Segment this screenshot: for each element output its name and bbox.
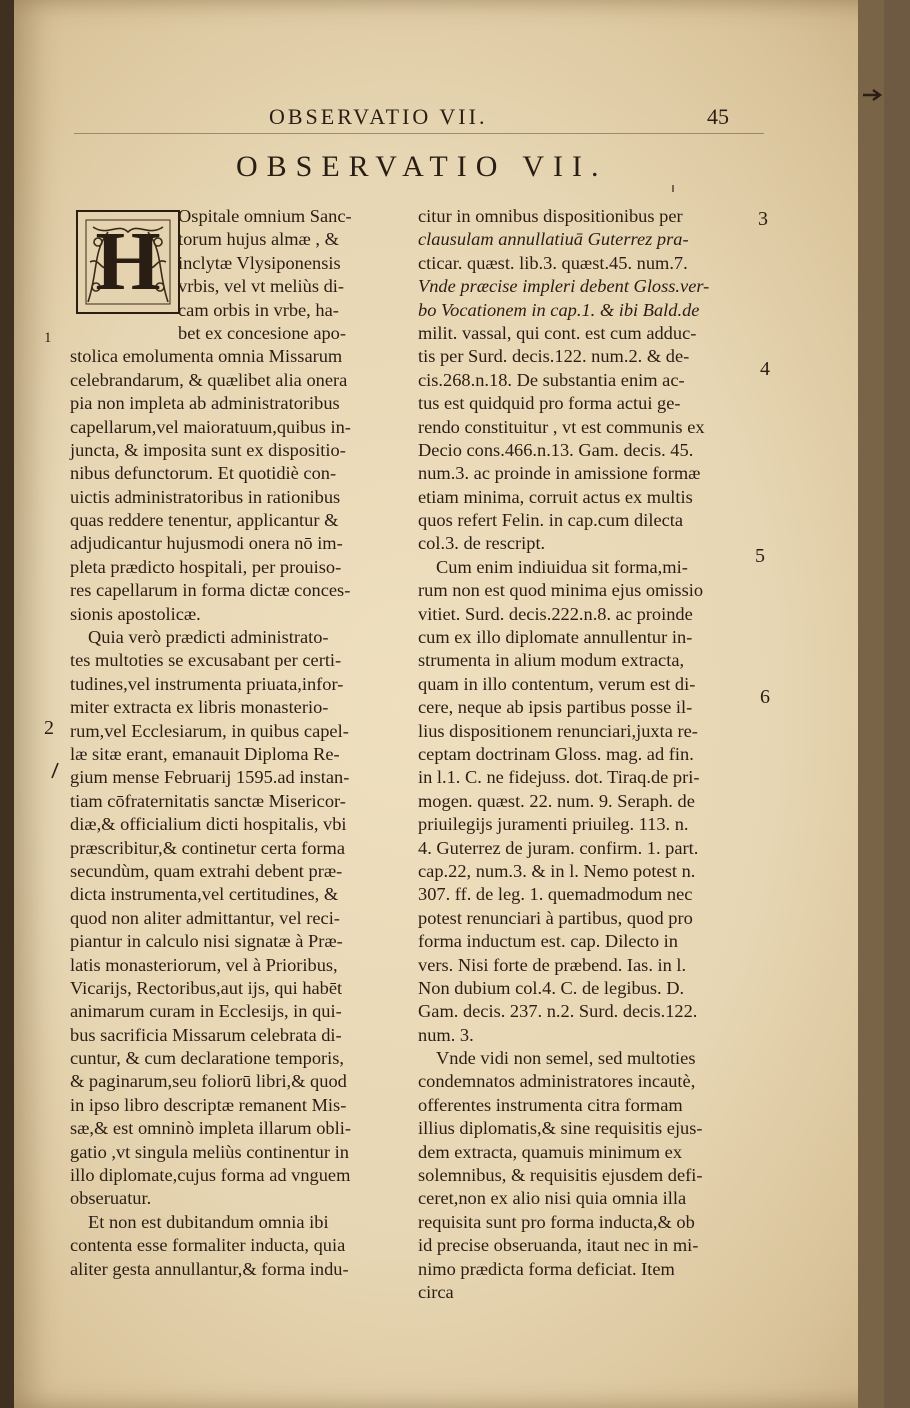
text-line: condemnatos administratores incautè, [418, 1071, 696, 1092]
text-line: cere, neque ab ipsis partibus posse il- [418, 697, 693, 718]
text-line: tis per Surd. decis.122. num.2. & de- [418, 346, 690, 367]
text-line: vrbis, vel vt meliùs di- [178, 276, 345, 297]
text-line: dicta instrumenta,vel certitudines, & [70, 884, 339, 905]
margin-note: 4 [760, 358, 770, 380]
text-line: res capellarum in forma dictæ conces- [70, 580, 351, 601]
ink-speck-icon [670, 184, 676, 194]
text-line: obseruatur. [70, 1188, 152, 1209]
text-line: Ospitale omnium Sanc- [178, 206, 352, 226]
text-line: Cum enim indiuidua sit forma,mi- [436, 556, 688, 577]
text-line: potest renunciari à partibus, quod pro [418, 907, 693, 928]
text-line: læ sitæ erant, emanauit Diploma Re- [70, 743, 340, 764]
text-line: Et non est dubitandum omnia ibi [88, 1211, 329, 1232]
text-line: etiam minima, corruit actus ex multis [418, 486, 693, 507]
text-line: aliter gesta annullantur,& forma indu- [70, 1258, 349, 1279]
text-line: pia non impleta ab administratoribus [70, 393, 340, 414]
text-line: & paginarum,seu foliorū libri,& quod [70, 1071, 347, 1092]
text-line: Vnde præcise impleri debent Gloss.ver- [418, 276, 710, 297]
text-line: contenta esse formaliter inducta, quia [70, 1235, 346, 1256]
text-line: quas reddere tenentur, applicantur & [70, 510, 339, 531]
text-line: bus sacrificia Missarum celebrata di- [70, 1024, 342, 1045]
text-line: vers. Nisi forte de præbend. Ias. in l. [418, 954, 687, 975]
text-line: Non dubium col.4. C. de legibus. D. [418, 977, 685, 998]
text-line: rum non est quod minima ejus omissio [418, 580, 704, 601]
text-line: Vicarijs, Rectoribus,aut ijs, qui habēt [70, 977, 343, 998]
text-line: præscribitur,& continetur certa forma [70, 837, 346, 858]
text-line: id precise obseruanda, itaut nec in mi- [418, 1235, 699, 1256]
margin-note: 5 [755, 545, 765, 567]
page-edge [858, 0, 884, 1408]
text-column-right [418, 205, 754, 1304]
text-line: rendo constituitur , vt est communis ex [418, 416, 705, 437]
text-line: torum hujus almæ , & [178, 229, 339, 250]
header-rule [74, 133, 764, 134]
text-line: cis.268.n.18. De substantia enim ac- [418, 369, 685, 390]
text-line: gium mense Februarij 1595.ad instan- [70, 767, 350, 788]
text-line: cum ex illo diplomate annullentur in- [418, 627, 693, 648]
text-line: quos refert Felin. in cap.cum dilecta [418, 510, 684, 531]
text-line: cam orbis in vrbe, ha- [178, 299, 339, 320]
text-line: quam in illo contentum, verum est di- [418, 673, 696, 694]
text-line: lius dispositionem renunciari,juxta re- [418, 720, 698, 741]
text-line: ceret,non ex alio nisi quia omnia illa [418, 1188, 687, 1209]
text-line: quod non aliter admittantur, vel reci- [70, 907, 340, 928]
text-line: col.3. de rescript. [418, 533, 546, 554]
text-line: offerentes instrumenta citra formam [418, 1094, 683, 1115]
text-line: animarum curam in Ecclesijs, in qui- [70, 1001, 342, 1022]
text-line: solemnibus, & requisitis ejusdem defi- [418, 1165, 703, 1186]
text-line: juncta, & imposita sunt ex dispositio- [70, 439, 346, 460]
text-line: inclytæ Vlysiponensis [178, 252, 341, 273]
text-line: Quia verò prædicti administrato- [88, 627, 329, 648]
text-line: cticar. quæst. lib.3. quæst.45. num.7. [418, 252, 688, 273]
text-line: tus est quidquid pro forma actui ge- [418, 393, 681, 414]
text-line: gatio ,vt singula meliùs continentur in [70, 1141, 349, 1162]
text-line: capellarum,vel maioratuum,quibus in- [70, 416, 351, 437]
text-line: cap.22, num.3. & in l. Nemo potest n. [418, 860, 696, 881]
text-line: illo diplomate,cujus forma ad vnguem [70, 1165, 351, 1186]
text-line: rum,vel Ecclesiarum, in quibus capel- [70, 720, 349, 741]
text-line: vitiet. Surd. decis.222.n.8. ac proinde [418, 603, 693, 624]
running-head: OBSERVATIO VII. [269, 104, 488, 129]
text-line: cuntur, & cum declaratione temporis, [70, 1048, 345, 1069]
margin-note: 3 [758, 208, 768, 230]
chapter-title: OBSERVATIO VII. [236, 150, 608, 183]
text-line: uictis administratoribus in rationibus [70, 486, 341, 507]
arrow-mark-icon [862, 88, 884, 102]
text-line: pleta prædicto hospitali, per prouiso- [70, 556, 342, 577]
text-line: milit. vassal, qui cont. est cum adduc- [418, 322, 697, 343]
text-line: celebrandarum, & quælibet alia onera [70, 369, 348, 390]
margin-note: 2 [44, 717, 54, 739]
text-line: 307. ff. de leg. 1. quemadmodum nec [418, 884, 693, 905]
text-line: clausulam annullatiuā Guterrez pra- [418, 229, 689, 250]
text-line: tes multoties se excusabant per certi- [70, 650, 342, 671]
text-line: ceptam doctrinam Gloss. mag. ad fin. [418, 743, 694, 764]
text-line: bo Vocationem in cap.1. & ibi Bald.de [418, 299, 700, 320]
text-line: in ipso libro descriptæ remanent Mis- [70, 1094, 347, 1115]
text-line: stolica emolumenta omnia Missarum [70, 346, 343, 367]
text-line: citur in omnibus dispositionibus per [418, 206, 683, 226]
text-line: illius diplomatis,& sine requisitis ejus- [418, 1118, 703, 1139]
text-line: num. 3. [418, 1024, 474, 1045]
text-line: bet ex concesione apo- [178, 322, 346, 343]
text-line: Vnde vidi non semel, sed multoties [436, 1048, 696, 1069]
text-line: adjudicantur hujusmodi onera nō im- [70, 533, 343, 554]
page-number: 45 [707, 104, 729, 129]
text-line: priuilegijs juramenti priuileg. 113. n. [418, 814, 689, 835]
text-line: strumenta in alium modum extracta, [418, 650, 685, 671]
text-line: tudines,vel instrumenta priuata,infor- [70, 673, 344, 694]
text-line: Gam. decis. 237. n.2. Surd. decis.122. [418, 1001, 698, 1022]
text-line: nimo prædicta forma deficiat. Item [418, 1258, 675, 1279]
text-line: mogen. quæst. 22. num. 9. Seraph. de [418, 790, 695, 811]
text-line: secundùm, quam extrahi debent præ- [70, 860, 343, 881]
drop-cap-letter: H [95, 215, 161, 308]
text-line: forma inductum est. cap. Dilecto in [418, 931, 678, 952]
margin-note: 1 [44, 330, 52, 346]
text-line: diæ,& officialium dicti hospitalis, vbi [70, 814, 347, 835]
margin-note: 6 [760, 686, 770, 708]
pen-mark-icon [48, 762, 62, 780]
binding-gutter [0, 0, 14, 1408]
book-page [14, 0, 884, 1408]
text-line: 4. Guterrez de juram. confirm. 1. part. [418, 837, 699, 858]
text-line: circa [418, 1281, 454, 1302]
text-line: sæ,& est omninò impleta illarum obli- [70, 1118, 351, 1139]
text-line: in l.1. C. ne fidejuss. dot. Tiraq.de pri- [418, 767, 700, 788]
text-line: sionis apostolicæ. [70, 603, 201, 624]
text-line: requisita sunt pro forma inducta,& ob [418, 1211, 695, 1232]
text-line: latis monasteriorum, vel à Prioribus, [70, 954, 338, 975]
text-line: Decio cons.466.n.13. Gam. decis. 45. [418, 439, 694, 460]
text-line: piantur in calculo nisi signatæ à Præ- [70, 931, 343, 952]
text-line: num.3. ac proinde in amissione formæ [418, 463, 701, 484]
text-column-left [70, 205, 410, 1281]
text-line: tiam cōfraternitatis sanctæ Misericor- [70, 790, 346, 811]
text-line: miter extracta ex libris monasterio- [70, 697, 329, 718]
text-line: dem extracta, quamuis minimum ex [418, 1141, 683, 1162]
text-line: nibus defunctorum. Et quotidiè con- [70, 463, 337, 484]
